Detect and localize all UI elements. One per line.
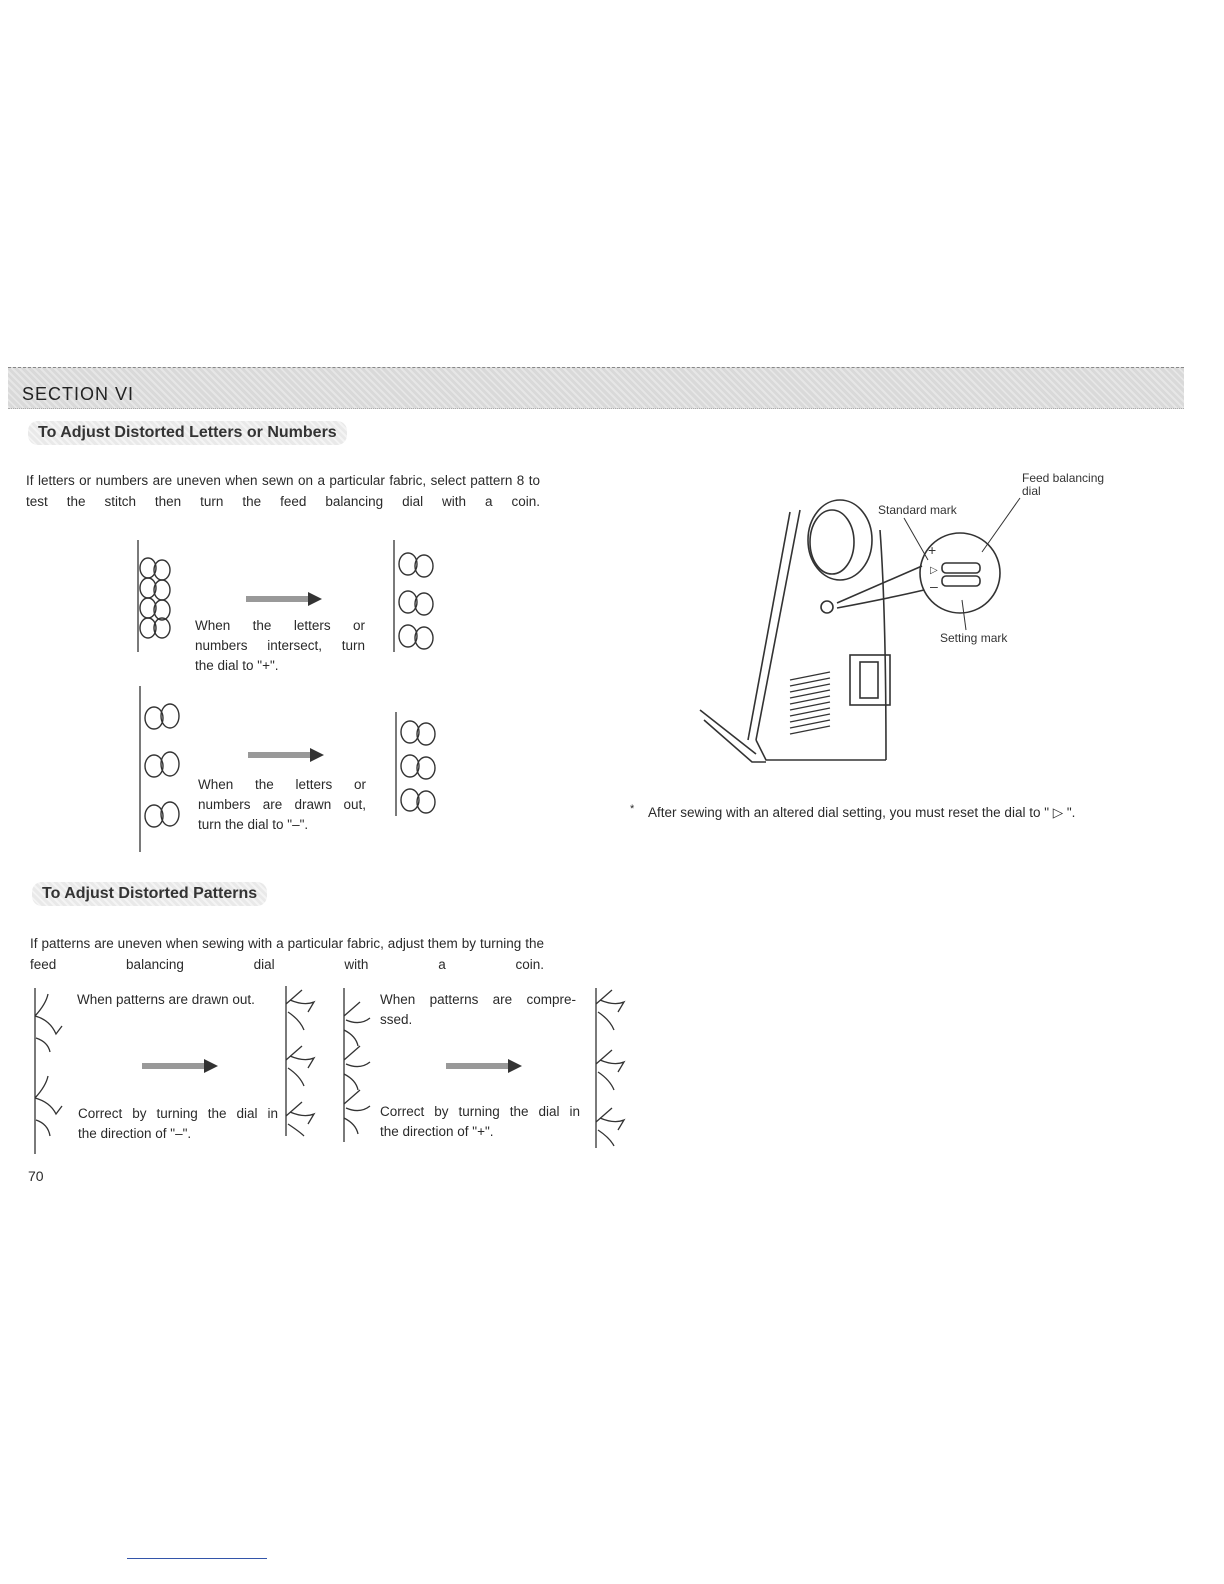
left-bottom-line2: the direction of "–". [78,1126,192,1141]
patterns-intro: If patterns are uneven when sewing with a particular fabric, adjust them by turning the feed balancing dial with a coin. [30,936,544,972]
feed-balancing-dial-label [1022,472,1104,498]
pattern-left-top-text: When patterns are drawn out. [77,992,255,1007]
svg-text:–: – [930,578,938,594]
arrow-right-icon [248,748,328,762]
case1-line2: numbers intersect, turn [195,638,365,653]
case2-line1: When the letters or [198,777,366,792]
feed-label-line1: Feed balancing [1022,471,1105,485]
letters-case2-text [198,775,366,835]
case1-line1: When the letters or [195,618,365,633]
letters-case1-text [195,616,365,676]
case2-line3: turn the dial to "–". [198,817,309,832]
case1-line3: the dial to "+". [195,658,279,673]
letters-heading: To Adjust Distorted Letters or Numbers [28,421,347,445]
arrow-right-icon [446,1059,526,1073]
patterns-heading: To Adjust Distorted Patterns [32,882,267,906]
right-bottom-line2: the direction of "+". [380,1124,494,1139]
reset-note: After sewing with an altered dial setting, you must reset the dial to " ▷ ". [648,805,1076,820]
section-header-bar [8,367,1184,409]
feed-label-line2: dial [1022,484,1041,498]
right-bottom-line1: Correct by turning the dial in [380,1104,580,1119]
arrow-right-icon [142,1059,222,1073]
svg-text:▷: ▷ [930,565,938,576]
case2-line2: numbers are drawn out, [198,797,366,812]
svg-text:+: + [928,542,937,558]
letters-intro: If letters or numbers are uneven when sewn on a particular fabric, select pattern 8 to test the stitch then turn the feed balancing dial with a coin. [26,473,540,509]
bottom-rule [127,1558,267,1559]
right-top-line1: When patterns are compre- [380,992,576,1007]
pattern-left-bottom-text [78,1104,278,1144]
pattern-right-bottom-text [380,1102,580,1142]
arrow-right-icon [246,592,326,606]
section-label: SECTION VI [22,384,135,404]
left-bottom-line1: Correct by turning the dial in [78,1106,278,1121]
pattern-right-top-text [380,990,576,1030]
setting-mark-label: Setting mark [940,631,1008,645]
right-top-line2: ssed. [380,1012,413,1027]
page-number: 70 [28,1168,44,1184]
standard-mark-label: Standard mark [878,503,957,517]
note-marker: * [630,803,635,815]
